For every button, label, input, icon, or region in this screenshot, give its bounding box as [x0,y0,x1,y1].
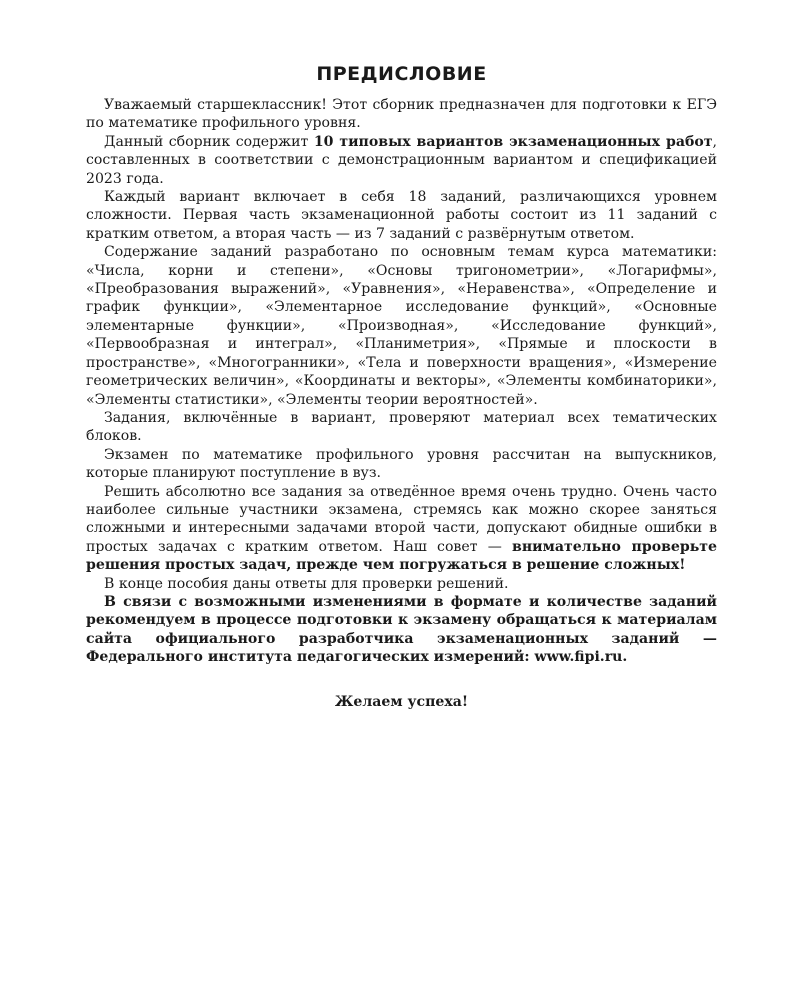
paragraph-advice-text: Решить абсолютно все задания за отведённое время очень трудно. Очень часто наиболее сильные участники экзамена, стремясь как можно скорее заняться сложными и интересными задачами второй части, допускают обидные ошибки в простых задачах с кратким ответом. Наш совет — [86,483,717,555]
paragraph-fipi-notice: В связи с возможными изменениями в формате и количестве заданий рекомендуем в процессе подготовки к экзамену обращаться к материалам сайта официального разработчика экзаменационных заданий — Федерального института педагогических измерений: www.fipi.ru. [86,593,717,666]
paragraph-audience: Экзамен по математике профильного уровня рассчитан на выпускников, которые планируют поступление в вуз. [86,446,717,482]
paragraph-collection-text-start: Данный сборник содержит [104,133,314,150]
paragraph-variant-structure: Каждый вариант включает в себя 18 заданий, различающихся уровнем сложности. Первая часть экзаменационной работы состоит из 11 заданий с кратким ответом, а вторая часть — из 7 заданий с развёрнутым ответом. [86,189,717,242]
closing-wish: Желаем успеха! [334,693,469,710]
paragraph-answers: В конце пособия даны ответы для проверки решений. [104,575,509,592]
paragraph-collection-contents [86,133,717,188]
paragraph-collection-text-end: , составленных в соответствии с демонстрационным вариантом и спецификацией 2023 года. [86,133,717,187]
paragraph-collection-bold: 10 типовых вариантов экзаменационных работ [313,133,713,150]
page-title: ПРЕДИСЛОВИЕ [316,63,487,85]
paragraph-topics: Содержание заданий разработано по основным темам курса математики: «Числа, корни и степени», «Основы тригонометрии», «Логарифмы», «Преобразования выражений», «Уравнения», «Неравенства», «Определение и график функции», «Элементарное исследование функций», «Основные элементарные функции», «Производная», «Исследование функций», «Первообразная и интеграл», «Планиметрия», «Прямые и плоскости в пространстве», «Многогранники», «Тела и поверхности вращения», «Измерение геометрических величин», «Координаты и векторы», «Элементы комбинаторики», «Элементы статистики», «Элементы теории вероятностей». [86,244,717,408]
paragraph-advice-bold: внимательно проверьте решения простых задач, прежде чем погружаться в решение сложных! [86,538,717,574]
preface-page [86,62,717,711]
paragraph-greeting: Уважаемый старшеклассник! Этот сборник предназначен для подготовки к ЕГЭ по математике профильного уровня. [86,97,717,132]
paragraph-blocks: Задания, включённые в вариант, проверяют материал всех тематических блоков. [86,409,717,445]
paragraph-advice [86,483,717,575]
